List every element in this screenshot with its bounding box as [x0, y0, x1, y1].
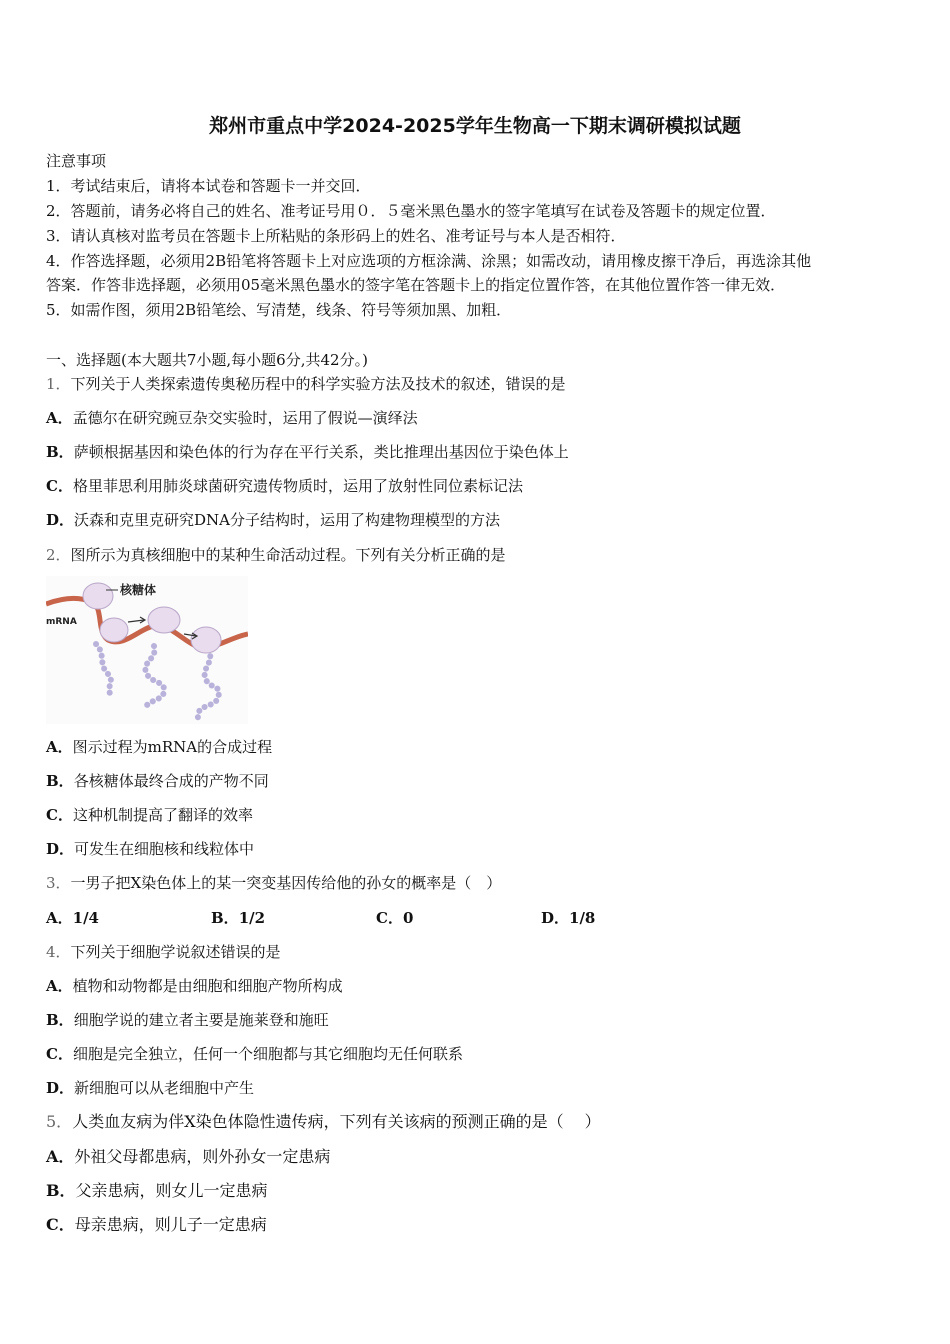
question-stem	[46, 942, 281, 962]
option-item	[46, 1044, 463, 1064]
question-text: 人类血友病为伴X染色体隐性遗传病，下列有关该病的预测正确的是（ ）	[72, 1112, 601, 1131]
option-item	[46, 510, 500, 530]
question-number: 5．	[46, 1112, 73, 1131]
option-label: A．	[46, 909, 73, 927]
option-label: C．	[376, 909, 403, 927]
question-number: 1．	[46, 375, 71, 393]
notice-item: 答案．作答非选择题，必须用05毫米黑色墨水的签字笔在答题卡上的指定位置作答，在其他位置作答一律无效．	[46, 276, 786, 294]
option-label: C．	[46, 1045, 73, 1063]
notice-item: 4．作答选择题，必须用2B铅笔将答题卡上对应选项的方框涂满、涂黑；如需改动，请用橡皮擦干净后，再选涂其他	[46, 252, 812, 270]
ribosome	[148, 607, 180, 633]
question-stem	[46, 873, 501, 893]
option-label: B．	[46, 1011, 74, 1029]
question-stem	[46, 374, 566, 394]
option-item	[46, 839, 254, 859]
option-label: D．	[46, 840, 75, 858]
option-text: 细胞学说的建立者主要是施莱登和施旺	[73, 1011, 329, 1029]
option-item	[46, 408, 418, 428]
option-text: 各核糖体最终合成的产物不同	[73, 772, 269, 790]
notice-item: 5．如需作图，须用2B铅笔绘、写清楚，线条、符号等须加黑、加粗．	[46, 301, 512, 319]
section-heading: 一、选择题(本大题共7小题,每小题6分,共42分。)	[46, 351, 368, 369]
option-item	[46, 1078, 254, 1098]
option-item	[46, 442, 569, 462]
question-text: 下列关于细胞学说叙述错误的是	[70, 943, 281, 961]
option-item	[46, 805, 253, 825]
option-item	[46, 737, 272, 757]
option-label: D．	[46, 511, 75, 529]
option-text: 1/4	[72, 909, 99, 927]
option-text: 孟德尔在研究豌豆杂交实验时，运用了假说—演绎法	[72, 409, 418, 427]
option-text: 萨顿根据基因和染色体的行为存在平行关系，类比推理出基因位于染色体上	[73, 443, 569, 461]
question-stem	[46, 1112, 601, 1132]
option-item	[46, 1010, 329, 1030]
option-label: D．	[541, 909, 570, 927]
option-item	[376, 908, 413, 928]
option-label: A．	[46, 409, 73, 427]
option-text: 植物和动物都是由细胞和细胞产物所构成	[72, 977, 343, 995]
option-label: B．	[46, 443, 74, 461]
option-text: 父亲患病，则女儿一定患病	[75, 1181, 268, 1200]
option-text: 格里菲思利用肺炎球菌研究遗传物质时，运用了放射性同位素标记法	[72, 477, 523, 495]
option-text: 细胞是完全独立，任何一个细胞都与其它细胞均无任何联系	[72, 1045, 463, 1063]
option-text: 新细胞可以从老细胞中产生	[74, 1079, 255, 1097]
option-label: C．	[46, 806, 73, 824]
option-text: 外祖父母都患病，则外孙女一定患病	[74, 1147, 331, 1166]
option-item	[211, 908, 265, 928]
option-text: 1/2	[238, 909, 266, 927]
option-text: 这种机制提高了翻译的效率	[72, 806, 253, 824]
notice-item: 2．答题前，请务必将自己的姓名、准考证号用０．５毫米黑色墨水的签字笔填写在试卷及答题卡的规定位置．	[46, 202, 776, 220]
option-text: 沃森和克里克研究DNA分子结构时，运用了构建物理模型的方法	[74, 511, 501, 529]
question-text: 下列关于人类探索遗传奥秘历程中的科学实验方法及技术的叙述，错误的是	[70, 375, 566, 393]
option-label: C．	[46, 477, 73, 495]
mrna-label: mRNA	[46, 617, 77, 627]
option-item	[46, 908, 99, 928]
option-text: 母亲患病，则儿子一定患病	[74, 1215, 267, 1234]
option-label: A．	[46, 1147, 75, 1166]
option-text: 图示过程为mRNA的合成过程	[72, 738, 273, 756]
notice-item: 3．请认真核对监考员在答题卡上所粘贴的条形码上的姓名、准考证号与本人是否相符．	[46, 227, 626, 245]
option-item	[46, 976, 343, 996]
option-item	[541, 908, 595, 928]
option-item	[46, 476, 523, 496]
option-label: A．	[46, 738, 73, 756]
page-title: 郑州市重点中学2024-2025学年生物高一下期末调研模拟试题	[209, 115, 741, 137]
option-label: B．	[211, 909, 239, 927]
option-label: B．	[46, 1181, 76, 1200]
question-number: 2．	[46, 546, 71, 564]
translation-diagram	[46, 576, 248, 724]
ribosome-label: 核糖体	[120, 583, 157, 597]
ribosome	[191, 627, 221, 653]
question-stem	[46, 545, 506, 565]
option-item	[46, 1181, 268, 1201]
ribosome	[100, 618, 128, 642]
option-item	[46, 771, 269, 791]
option-item	[46, 1147, 330, 1167]
question-text: 图所示为真核细胞中的某种生命活动过程。下列有关分析正确的是	[70, 546, 506, 564]
option-label: C．	[46, 1215, 75, 1234]
option-item	[46, 1215, 267, 1235]
option-label: B．	[46, 772, 74, 790]
option-text: 0	[402, 909, 414, 927]
ribosome	[83, 583, 113, 609]
option-text: 可发生在细胞核和线粒体中	[74, 840, 255, 858]
question-number: 3．	[46, 874, 71, 892]
option-text: 1/8	[569, 909, 596, 927]
option-label: A．	[46, 977, 73, 995]
option-label: D．	[46, 1079, 75, 1097]
notice-heading: 注意事项	[46, 152, 107, 170]
notice-item: 1．考试结束后，请将本试卷和答题卡一并交回．	[46, 177, 371, 195]
question-text: 一男子把X染色体上的某一突变基因传给他的孙女的概率是（ ）	[70, 874, 502, 892]
question-number: 4．	[46, 943, 71, 961]
